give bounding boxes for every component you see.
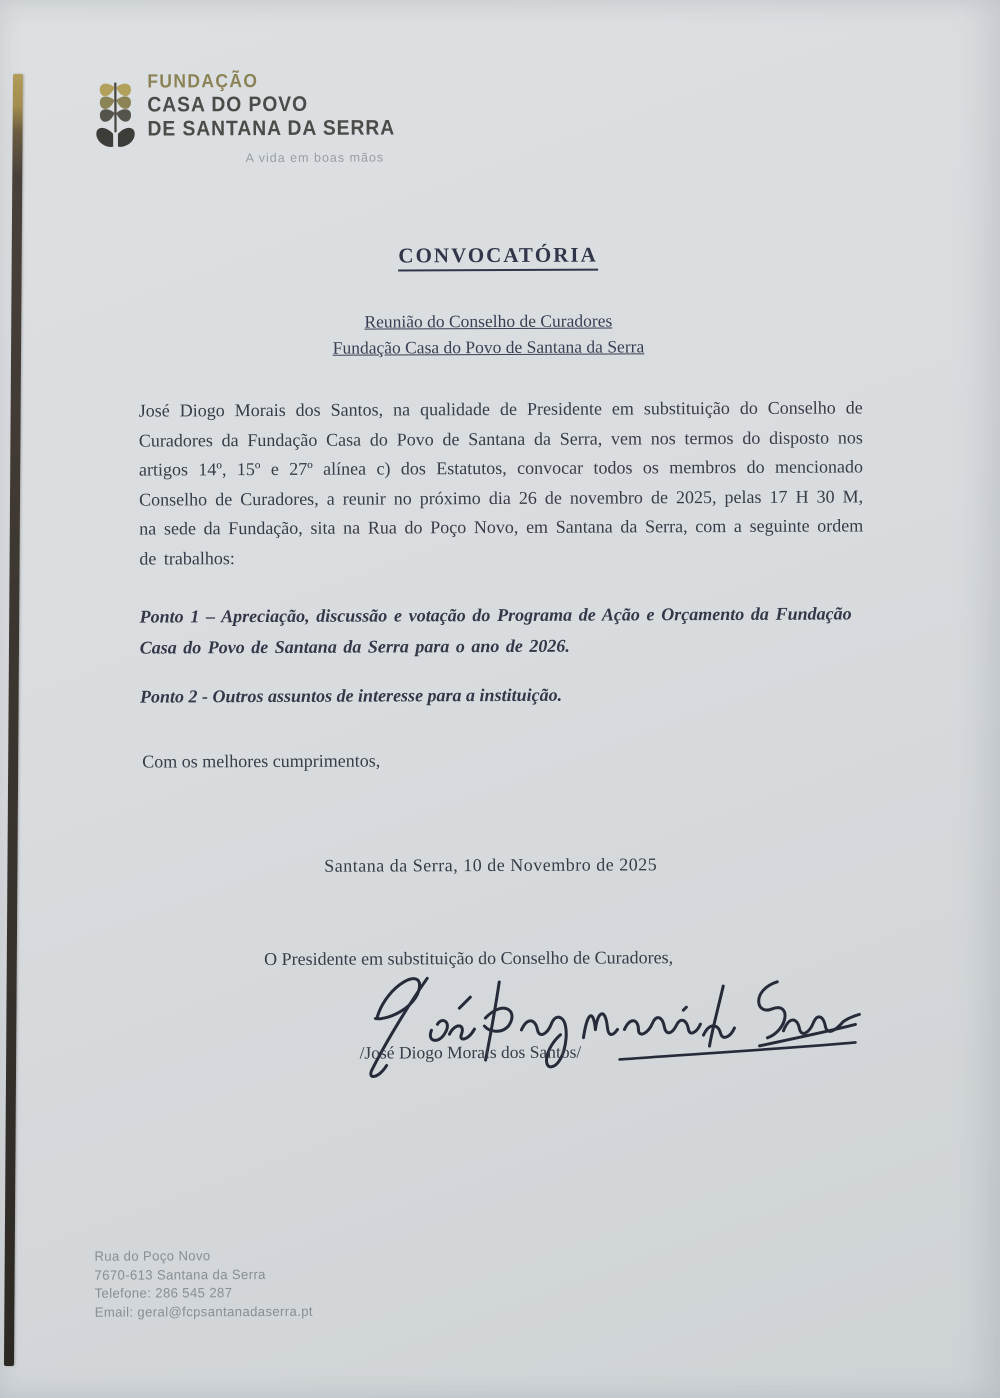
- document-title-text: CONVOCATÓRIA: [398, 243, 597, 272]
- handwritten-signature: [331, 970, 861, 1084]
- footer-email: Email: geral@fcpsantanadaserra.pt: [94, 1303, 313, 1320]
- dateline: Santana da Serra, 10 de Novembro de 2025: [324, 854, 658, 876]
- letterhead-logo: [91, 70, 416, 153]
- footer-street: Rua do Poço Novo: [94, 1248, 211, 1264]
- subtitle-line1: Reunião do Conselho de Curadores: [364, 310, 613, 332]
- letterhead-tagline: A vida em boas mãos: [245, 150, 385, 166]
- document-title: [0, 241, 998, 270]
- org-name-line1: FUNDAÇÃO: [147, 71, 259, 93]
- footer-postal: 7670-613 Santana da Serra: [94, 1266, 266, 1283]
- signer-title: O Presidente em substituição do Conselho de Curadores,: [264, 947, 674, 970]
- org-name-line3: DE SANTANA DA SERRA: [147, 116, 396, 141]
- footer-phone: Telefone: 286 545 287: [94, 1285, 233, 1301]
- signature-typed-name: /José Diogo Morais dos Santos/: [359, 1041, 582, 1063]
- document-subtitle: [0, 306, 979, 362]
- footer-address-block: [94, 1247, 313, 1322]
- body-paragraph: José Diogo Morais dos Santos, na qualidade de Presidente em substituição do Conselho de Curadores da Fundação Casa do Povo de Santana da Serra, vem nos termos do disposto nos artigos 14º, 15º e 27º alínea c) dos Estatutos, convocar todos os membros do mencionado Conselho de Curadores, a reunir no próximo dia 26 de novembro de 2025, pelas 17 H 30 M, na sede da Fundação, sita na Rua do Poço Novo, em Santana da Serra, com a seguinte ordem de trabalhos:: [138, 397, 864, 569]
- wheat-hands-icon: [91, 76, 139, 154]
- agenda-item-2: Ponto 2 - Outros assuntos de interesse para a instituição.: [139, 684, 563, 707]
- letterhead-org-name: [147, 70, 395, 141]
- org-name-line2: CASA DO POVO: [147, 92, 309, 117]
- subtitle-line2: Fundação Casa do Povo de Santana da Serra: [332, 336, 645, 358]
- closing-salutation: Com os melhores cumprimentos,: [142, 750, 381, 772]
- agenda-item-1: Ponto 1 – Apreciação, discussão e votação do Programa de Ação e Orçamento da Fundação Casa do Povo de Santana da Serra para o ano de 2026.: [139, 603, 852, 658]
